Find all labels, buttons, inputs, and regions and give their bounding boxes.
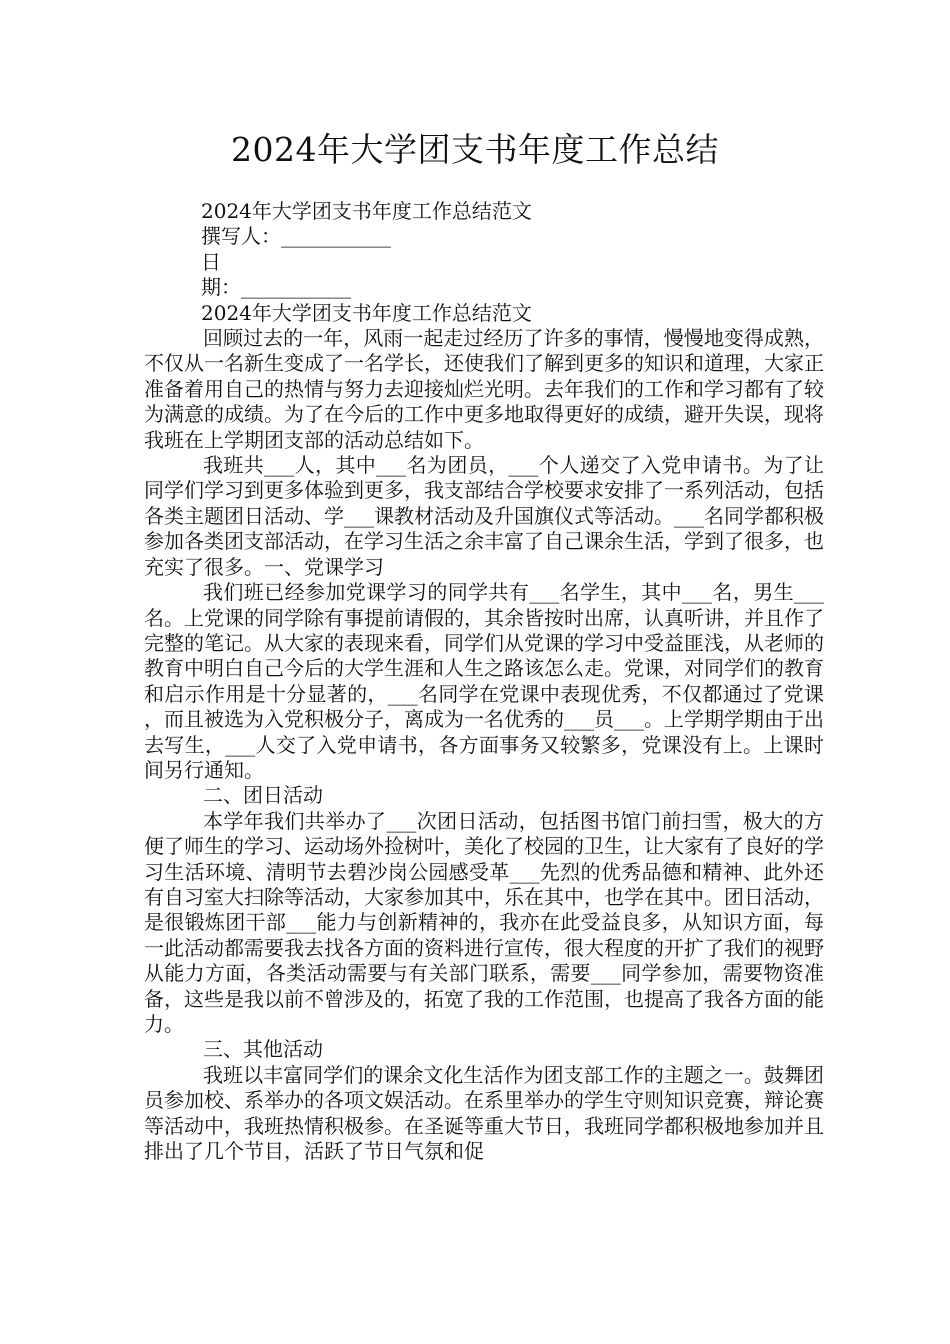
date-line-2: 期：___________ [201, 275, 351, 300]
paragraph-other-activities: 我班以丰富同学们的课余文化生活作为团支部工作的主题之一。鼓舞团员参加校、系举办的各项文娱活动。在系里举办的学生守则知识竞赛，辩论赛等活动中，我班热情积极参。在圣诞等重大节日，我班同学都积极地参加并且排出了几个节目，活跃了节日气氛和促 [144, 1062, 824, 1164]
paragraph-intro: 回顾过去的一年，风雨一起走过经历了许多的事情，慢慢地变得成熟，不仅从一名新生变成了一名学长，还使我们了解到更多的知识和道理，大家正准备着用自己的热情与努力去迎接灿烂光明。去年我们的工作和学习都有了较为满意的成绩。为了在今后的工作中更多地取得更好的成绩，避开失误，现将我班在上学期团支部的活动总结如下。 [144, 326, 824, 452]
subtitle-repeat: 2024年大学团支书年度工作总结范文 [201, 300, 532, 325]
paragraph-party-class: 我们班已经参加党课学习的同学共有___名学生，其中___名，男生___名。上党课的同学除有事提前请假的，其余皆按时出席，认真听讲，并且作了完整的笔记。从大家的表现来看，同学们从党课的学习中受益匪浅，从老师的教育中明白自己今后的大学生涯和人生之路该怎么走。党课，对同学们的教育和启示作用是十分显著的，___名同学在党课中表现优秀，不仅都通过了党课，而且被选为入党积极分子，离成为一名优秀的___员___。上学期学期由于出去写生，___人交了入党申请书，各方面事务又较繁多，党课没有上。上课时间另行通知。 [144, 580, 824, 782]
subtitle: 2024年大学团支书年度工作总结范文 [201, 199, 532, 223]
document-body [144, 199, 824, 1164]
section-heading-other-activities: 三、其他活动 [203, 1037, 323, 1062]
paragraph-league-day: 本学年我们共举办了___次团日活动，包括图书馆门前扫雪，极大的方便了师生的学习、运动场外捡树叶，美化了校园的卫生，让大家有了良好的学习生活环境、清明节去碧沙岗公园感受革___先烈的优秀品德和精神、此外还有自习室大扫除等活动，大家参加其中，乐在其中，也学在其中。团日活动，是很锻炼团干部___能力与创新精神的，我亦在此受益良多，从知识方面，每一此活动都需要我去找各方面的资料进行宣传，很大程度的开扩了我们的视野从能力方面，各类活动需要与有关部门联系，需要___同学参加，需要物资准备，这些是我以前不曾涉及的，拓宽了我的工作范围，也提高了我各方面的能力。 [144, 808, 824, 1036]
document-title: 2024年大学团支书年度工作总结 [231, 130, 719, 169]
section-heading-league-day: 二、团日活动 [203, 783, 323, 808]
date-line-1: 日 [201, 249, 221, 274]
author-line: 撰写人：___________ [201, 224, 391, 249]
paragraph-class-overview: 我班共___人，其中___名为团员，___个人递交了入党申请书。为了让同学们学习到更多体验到更多，我支部结合学校要求安排了一系列活动，包括各类主题团日活动、学___课教材活动及升国旗仪式等活动。___名同学都积极参加各类团支部活动，在学习生活之余丰富了自己课余生活，学到了很多，也充实了很多。一、党课学习 [144, 453, 824, 579]
